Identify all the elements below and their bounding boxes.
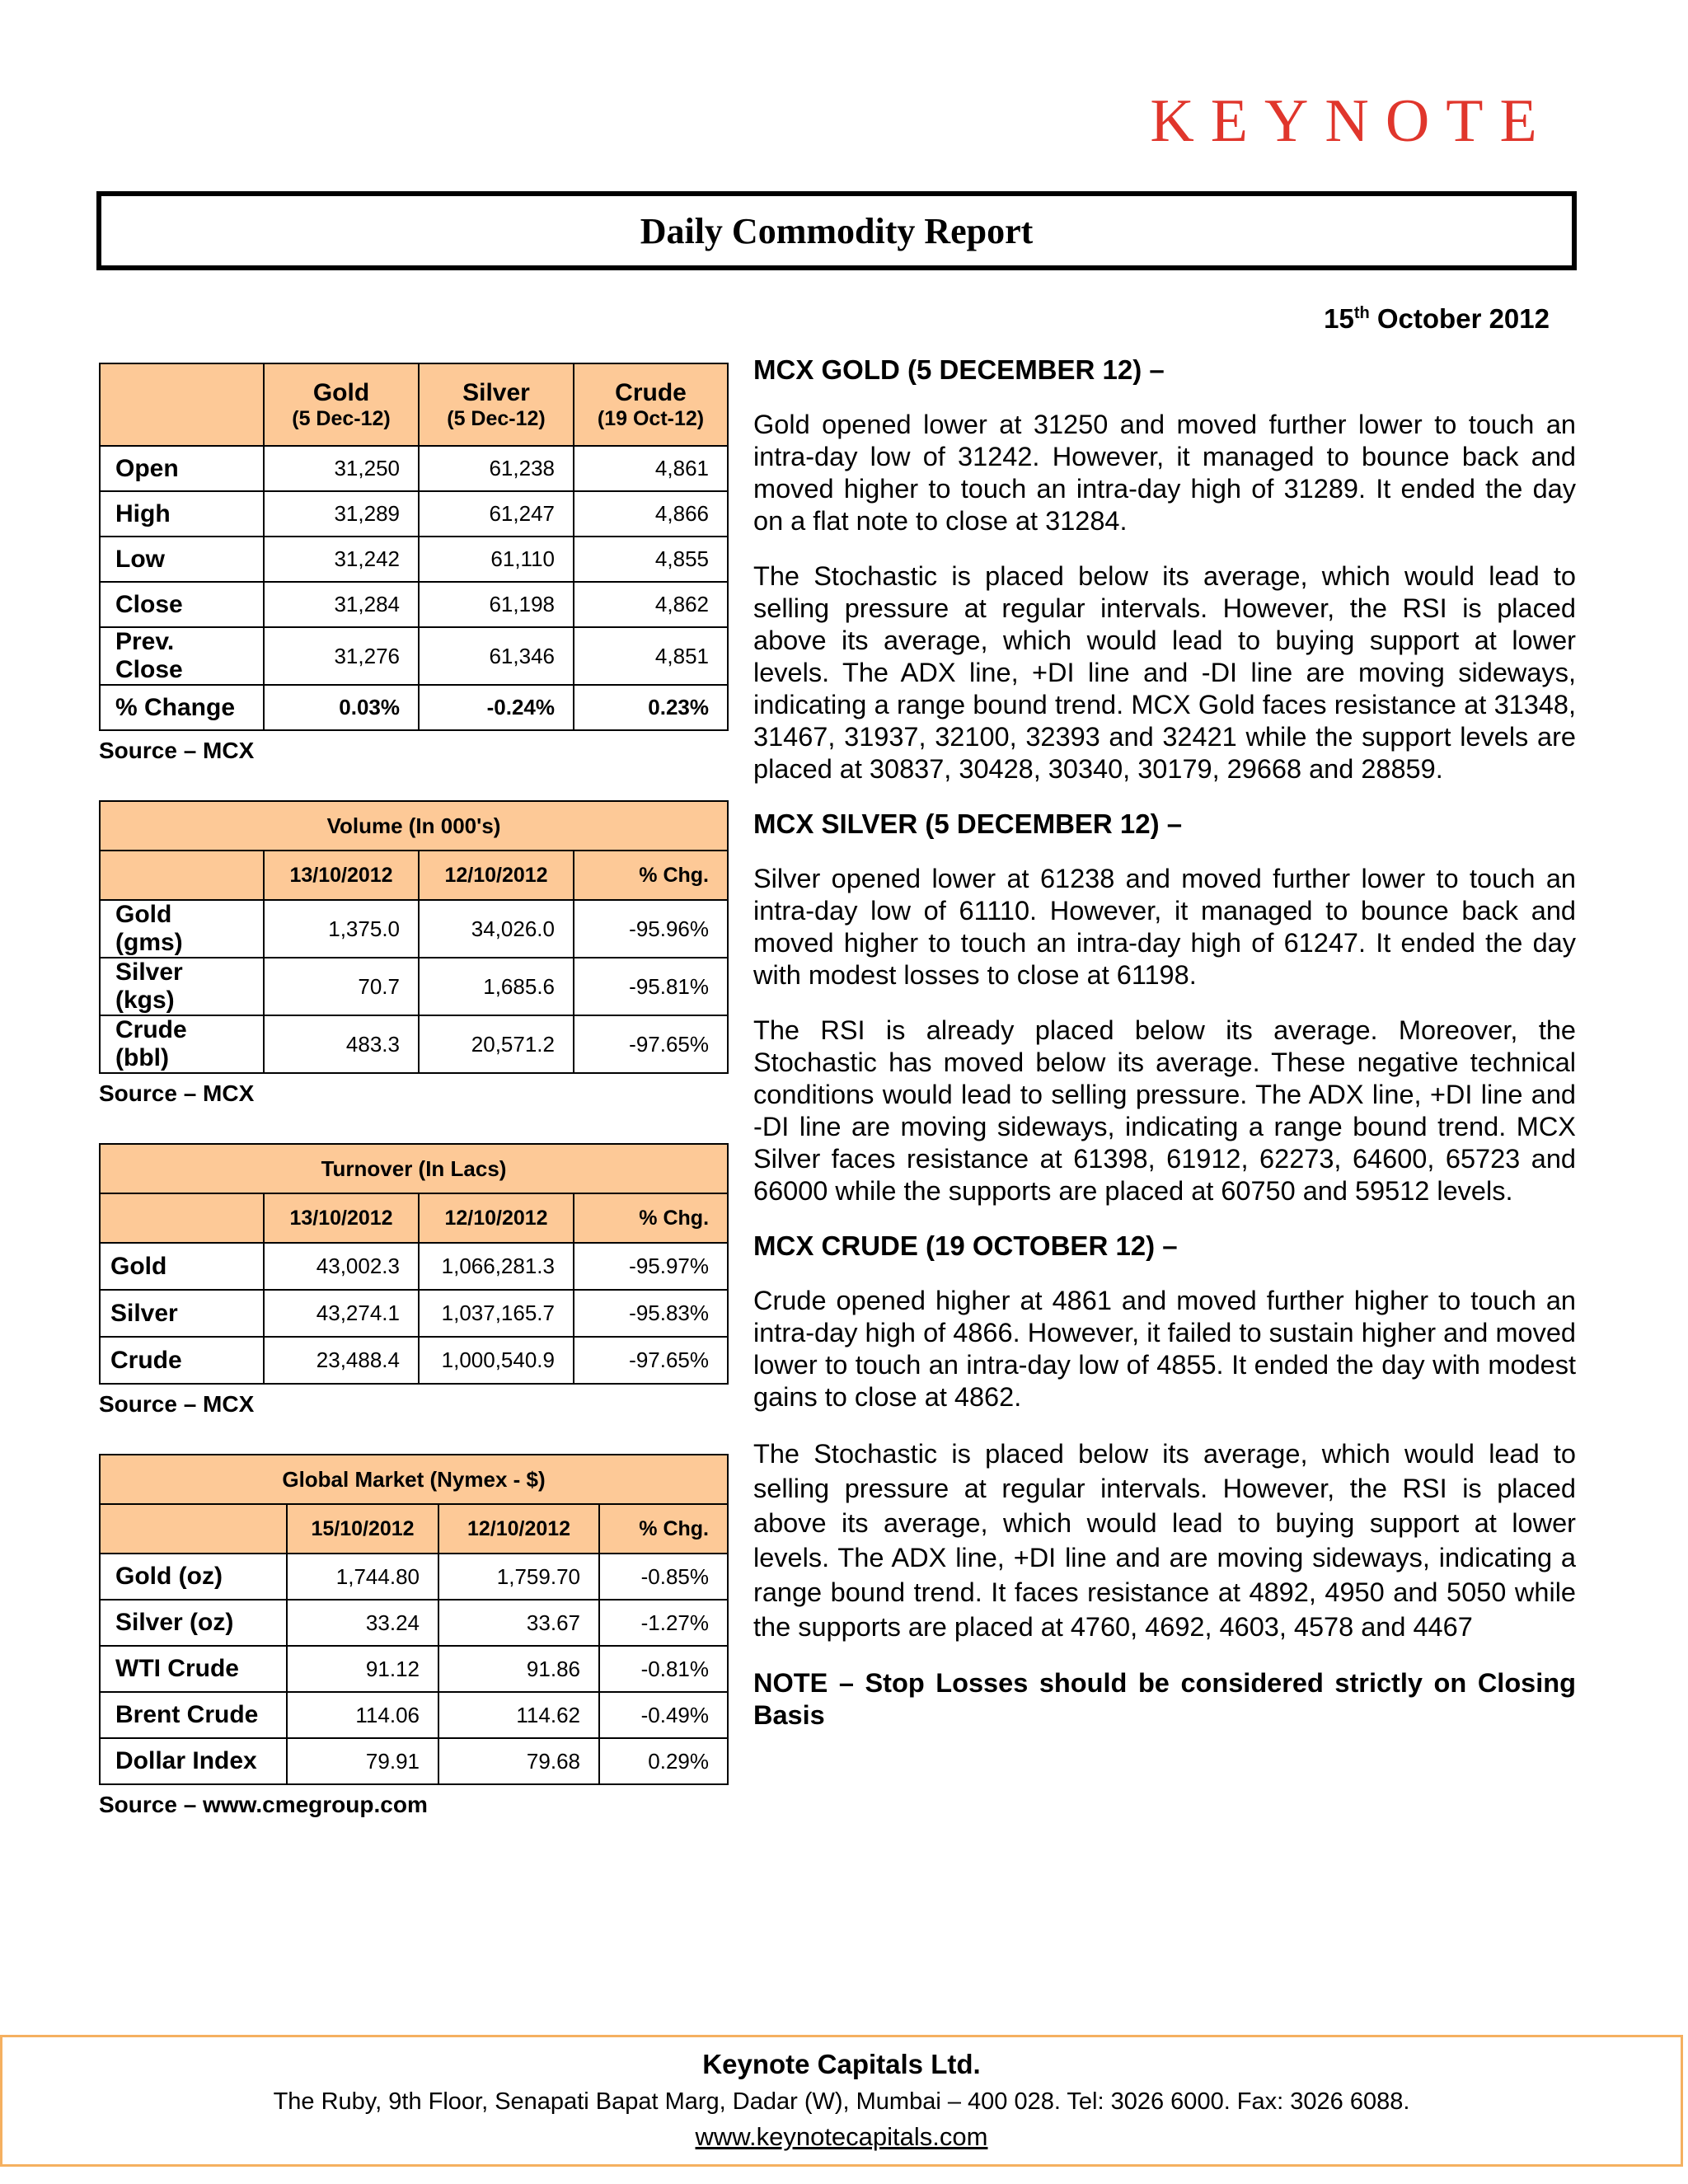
table-row: Prev. Close 31,276 61,346 4,851 — [100, 627, 728, 685]
gold-heading: MCX GOLD (5 DECEMBER 12) – — [753, 354, 1165, 385]
table-row: Silver 43,274.1 1,037,165.7 -95.83% — [100, 1290, 728, 1337]
turnover-source: Source – MCX — [99, 1391, 255, 1417]
table-row: Gold 43,002.3 1,066,281.3 -95.97% — [100, 1243, 728, 1290]
silver-heading: MCX SILVER (5 DECEMBER 12) – — [753, 808, 1183, 839]
silver-paragraph-1: Silver opened lower at 61238 and moved further lower to touch an intra-day low of 61110. However, it managed to bounce back and moved higher to touch an intra-day high of 61247. It ended the day with modest losses to close at 61198. — [753, 864, 1576, 990]
table-row: % Change 0.03% -0.24% 0.23% — [100, 685, 728, 730]
price-header-blank — [100, 363, 264, 446]
turnover-table: Turnover (In Lacs) 13/10/2012 12/10/2012 % Chg. Gold 43,002.3 1,066,281.3 -95.97% Silver 43,274.1 1,037,165.7 -95.83% Crude 23,488.4 1,000,540.9 -97.65% — [99, 1143, 729, 1385]
gold-paragraph-2: The Stochastic is placed below its average, which would lead to selling pressure at regular intervals. However, the RSI is placed above its average, which would lead to buying support at lower levels. The ADX line, +DI line and -DI line are moving sideways, indicating a range bound trend. MCX Gold faces resistance at 31348, 31467, 31937, 32100, 32393 and 32421 while the support levels are placed at 30837, 30428, 30340, 30179, 29668 and 28859. — [753, 561, 1576, 784]
report-title-box — [96, 191, 1577, 270]
table-row: Silver (kgs) 70.7 1,685.6 -95.81% — [100, 958, 728, 1015]
stop-loss-note: NOTE – Stop Losses should be considered strictly on Closing Basis — [753, 1668, 1576, 1730]
keynote-logo: KEYNOTE — [1150, 87, 1554, 155]
footer-address: The Ruby, 9th Floor, Senapati Bapat Marg, Dadar (W), Mumbai – 400 028. Tel: 3026 6000. Fax: 3026 6088. — [273, 2088, 1410, 2115]
table-row: Dollar Index 79.91 79.68 0.29% — [100, 1738, 728, 1784]
turnover-title: Turnover (In Lacs) — [100, 1144, 728, 1193]
volume-title: Volume (In 000's) — [100, 801, 728, 851]
crude-heading: MCX CRUDE (19 OCTOBER 12) – — [753, 1230, 1178, 1261]
gold-paragraph-1: Gold opened lower at 31250 and moved further lower to touch an intra-day low of 31242. However, it managed to bounce back and moved higher to touch an intra-day high of 31289. It ended the day on a flat note to close at 31284. — [753, 410, 1576, 536]
price-table — [99, 363, 729, 731]
table-row: Close 31,284 61,198 4,862 — [100, 582, 728, 627]
price-col-gold: Gold (5 Dec-12) — [264, 363, 419, 446]
left-column — [99, 363, 727, 1825]
table-row: Crude (bbl) 483.3 20,571.2 -97.65% — [100, 1015, 728, 1073]
table-row: WTI Crude 91.12 91.86 -0.81% — [100, 1646, 728, 1692]
footer-website-link[interactable]: www.keynotecapitals.com — [695, 2122, 988, 2151]
table-row: Gold (gms) 1,375.0 34,026.0 -95.96% — [100, 900, 728, 958]
volume-table: Volume (In 000's) 13/10/2012 12/10/2012 % Chg. Gold (gms) 1,375.0 34,026.0 -95.96% Silver (kgs) 70.7 1,685.6 -95.81% Crude (bbl) 483.3 20,571.2 -97.65% — [99, 800, 729, 1074]
global-market-title: Global Market (Nymex - $) — [100, 1455, 728, 1504]
table-row: Brent Crude 114.06 114.62 -0.49% — [100, 1692, 728, 1738]
report-title: Daily Commodity Report — [640, 210, 1034, 251]
table-row: Low 31,242 61,110 4,855 — [100, 537, 728, 582]
price-col-silver: Silver (5 Dec-12) — [419, 363, 574, 446]
report-date: 15th October 2012 — [1324, 303, 1550, 334]
table-row: Gold (oz) 1,744.80 1,759.70 -0.85% — [100, 1554, 728, 1600]
commentary-column — [753, 354, 1576, 1755]
table-row: Open 31,250 61,238 4,861 — [100, 446, 728, 491]
price-source: Source – MCX — [99, 738, 255, 763]
table-row: Silver (oz) 33.24 33.67 -1.27% — [100, 1600, 728, 1646]
table-row: Crude 23,488.4 1,000,540.9 -97.65% — [100, 1337, 728, 1384]
global-market-table: Global Market (Nymex - $) 15/10/2012 12/10/2012 % Chg. Gold (oz) 1,744.80 1,759.70 -0.85% Silver (oz) 33.24 33.67 -1.27% WTI Crude 91.12 91.86 -0.81% Brent Crude 114.06 114.62 -0.49% Dollar Index 79.91 79.68 0.29% — [99, 1454, 729, 1785]
footer-company: Keynote Capitals Ltd. — [702, 2049, 981, 2079]
price-col-crude: Crude (19 Oct-12) — [574, 363, 728, 446]
silver-paragraph-2: The RSI is already placed below its average. Moreover, the Stochastic has moved below its average. These negative technical conditions would lead to selling pressure. The ADX line, +DI line and -DI line are moving sideways, indicating a range bound trend. MCX Silver faces resistance at 61398, 61912, 62273, 64600, 65723 and 66000 while the supports are placed at 60750 and 59512 levels. — [753, 1015, 1576, 1206]
global-source: Source – www.cmegroup.com — [99, 1792, 428, 1817]
volume-source: Source – MCX — [99, 1080, 255, 1106]
table-row: High 31,289 61,247 4,866 — [100, 491, 728, 537]
footer — [0, 2035, 1683, 2167]
crude-paragraph-2: The Stochastic is placed below its average, which would lead to selling pressure at regular intervals. However, the RSI is placed above its average, which would lead to buying support at lower levels. The ADX line, +DI line and are moving sideways, indicating a range bound trend. It faces resistance at 4892, 4950 and 5050 while the supports are placed at 4760, 4692, 4603, 4578 and 4467 — [753, 1439, 1576, 1642]
crude-paragraph-1: Crude opened higher at 4861 and moved further higher to touch an intra-day high of 4866. However, it failed to sustain higher and moved lower to touch an intra-day low of 4855. It ended the day with modest gains to close at 4862. — [753, 1286, 1576, 1412]
